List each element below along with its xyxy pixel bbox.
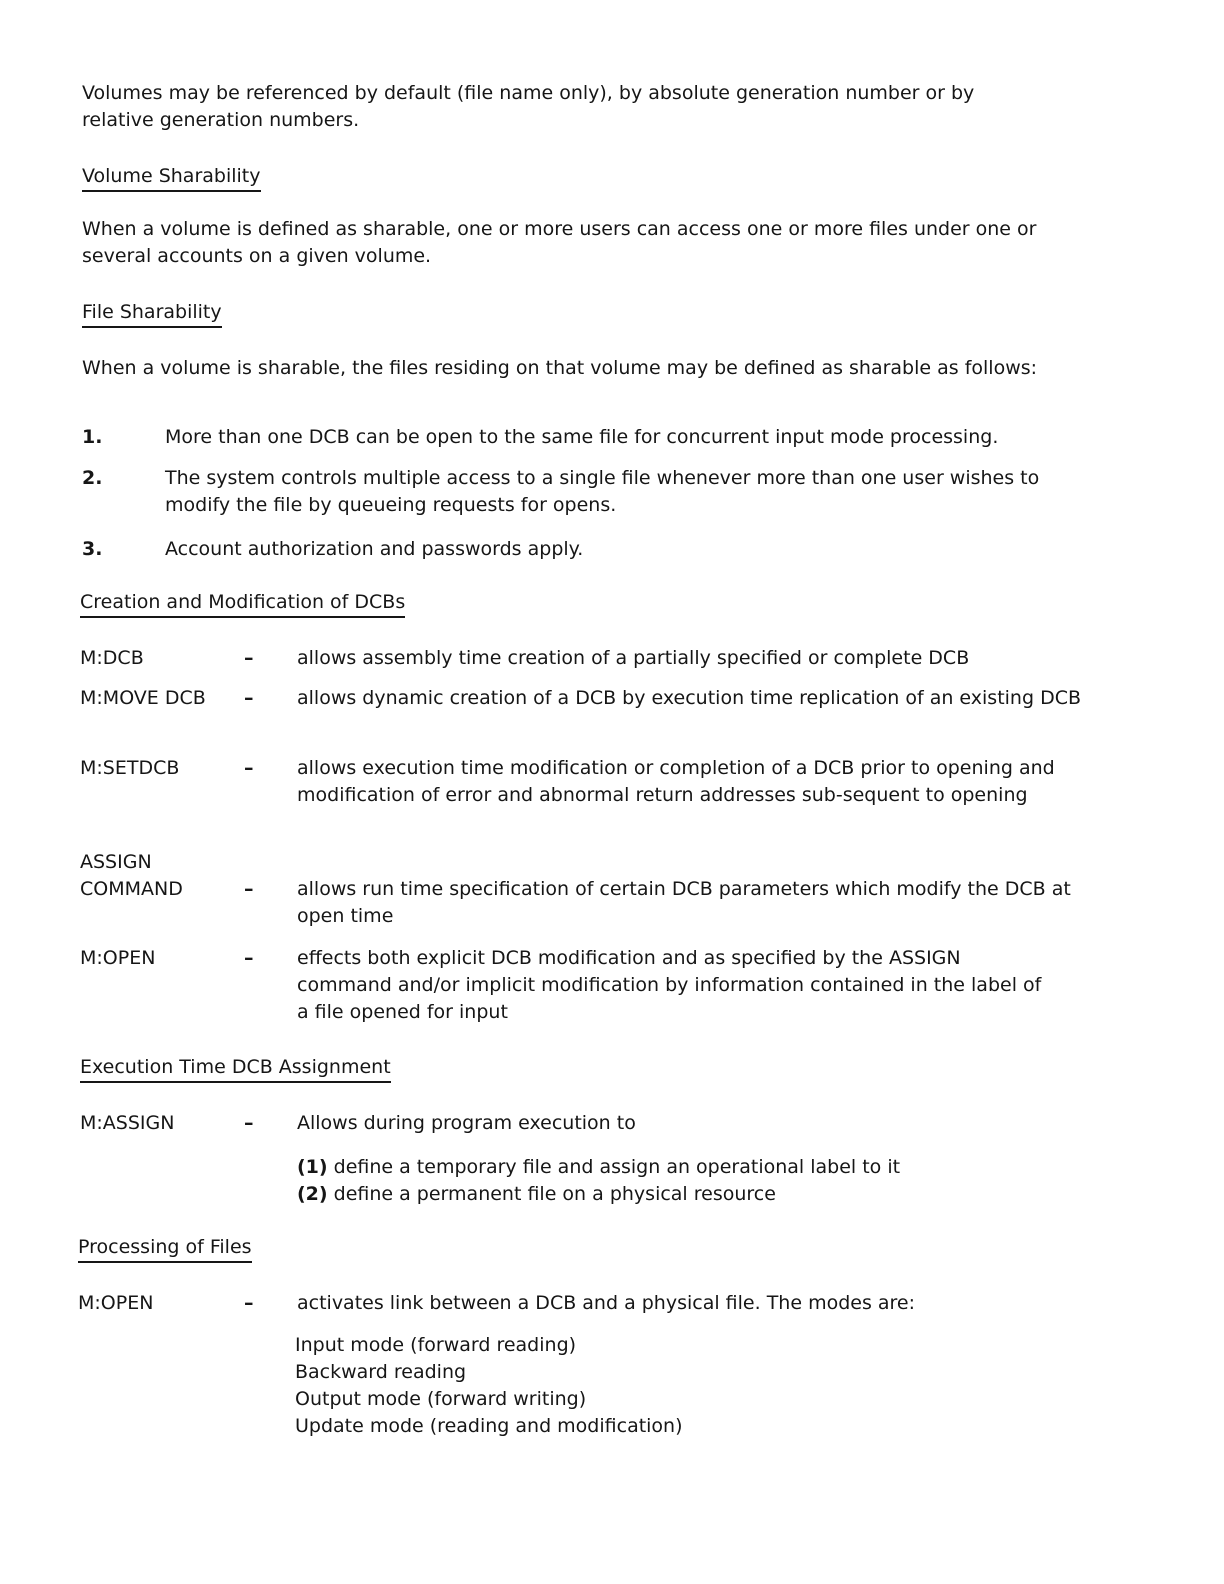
entry-description: Allows during program execution to <box>297 1112 636 1134</box>
list-item-number: 1. <box>82 426 103 448</box>
list-item-text: The system controls multiple access to a single file whenever more than one user wishes to modify the file by queueing requests for opens. <box>165 467 1040 516</box>
entry-description: allows dynamic creation of a DCB by execution time replication of an existing DCB <box>297 687 1082 709</box>
mode-item: Update mode (reading and modification) <box>295 1415 683 1437</box>
entry-description: allows run time specification of certain DCB parameters which modify the DCB at open time <box>297 878 1071 927</box>
mode-item: Output mode (forward writing) <box>295 1388 587 1410</box>
list-item-number: 3. <box>82 538 103 560</box>
entry-term: M:OPEN <box>78 1292 154 1314</box>
subitem-number: (1) <box>297 1156 328 1178</box>
entry-dash: – <box>244 647 254 669</box>
entry-term: M:ASSIGN <box>80 1112 175 1134</box>
list-item-text: Account authorization and passwords apply. <box>165 538 584 560</box>
entry-dash: – <box>244 1292 254 1314</box>
entry-dash: – <box>244 687 254 709</box>
entry-term: M:MOVE DCB <box>80 687 206 709</box>
execution-heading: Execution Time DCB Assignment <box>80 1055 391 1083</box>
list-item-number: 2. <box>82 467 103 489</box>
entry-term: M:OPEN <box>80 947 156 969</box>
subitem <box>297 1154 900 1181</box>
processing-heading: Processing of Files <box>78 1235 252 1263</box>
entry-term: M:DCB <box>80 647 144 669</box>
entry-term: COMMAND <box>80 878 183 900</box>
mode-item: Input mode (forward reading) <box>295 1334 577 1356</box>
subitem-text: define a permanent file on a physical resource <box>333 1183 776 1205</box>
entry-description: effects both explicit DCB modification and as specified by the ASSIGN command and/or implicit modification by information contained in the label of a file opened for input <box>297 947 1042 1023</box>
creation-heading: Creation and Modification of DCBs <box>80 590 405 618</box>
entry-dash: – <box>244 947 254 969</box>
entry-dash: – <box>244 757 254 779</box>
entry-description: activates link between a DCB and a physical file. The modes are: <box>297 1292 916 1314</box>
file-sharability-heading: File Sharability <box>82 300 222 328</box>
entry-dash: – <box>244 1112 254 1134</box>
entry-term: M:SETDCB <box>80 757 180 779</box>
subitem <box>297 1181 776 1208</box>
subitem-text: define a temporary file and assign an operational label to it <box>333 1156 901 1178</box>
entry-description: allows assembly time creation of a partially specified or complete DCB <box>297 647 970 669</box>
entry-description: allows execution time modification or completion of a DCB prior to opening and modification of error and abnormal return addresses sub-sequent to opening <box>297 757 1055 806</box>
mode-item: Backward reading <box>295 1361 467 1383</box>
volume-sharability-text: When a volume is defined as sharable, one or more users can access one or more files under one or several accounts on a given volume. <box>82 218 1037 267</box>
entry-dash: – <box>244 878 254 900</box>
intro-paragraph: Volumes may be referenced by default (file name only), by absolute generation number or by relative generation numbers. <box>82 82 975 131</box>
entry-term-line1: ASSIGN <box>80 851 152 873</box>
list-item-text: More than one DCB can be open to the same file for concurrent input mode processing. <box>165 426 999 448</box>
file-sharability-text: When a volume is sharable, the files residing on that volume may be defined as sharable as follows: <box>82 357 1038 379</box>
volume-sharability-heading: Volume Sharability <box>82 164 261 192</box>
subitem-number: (2) <box>297 1183 328 1205</box>
